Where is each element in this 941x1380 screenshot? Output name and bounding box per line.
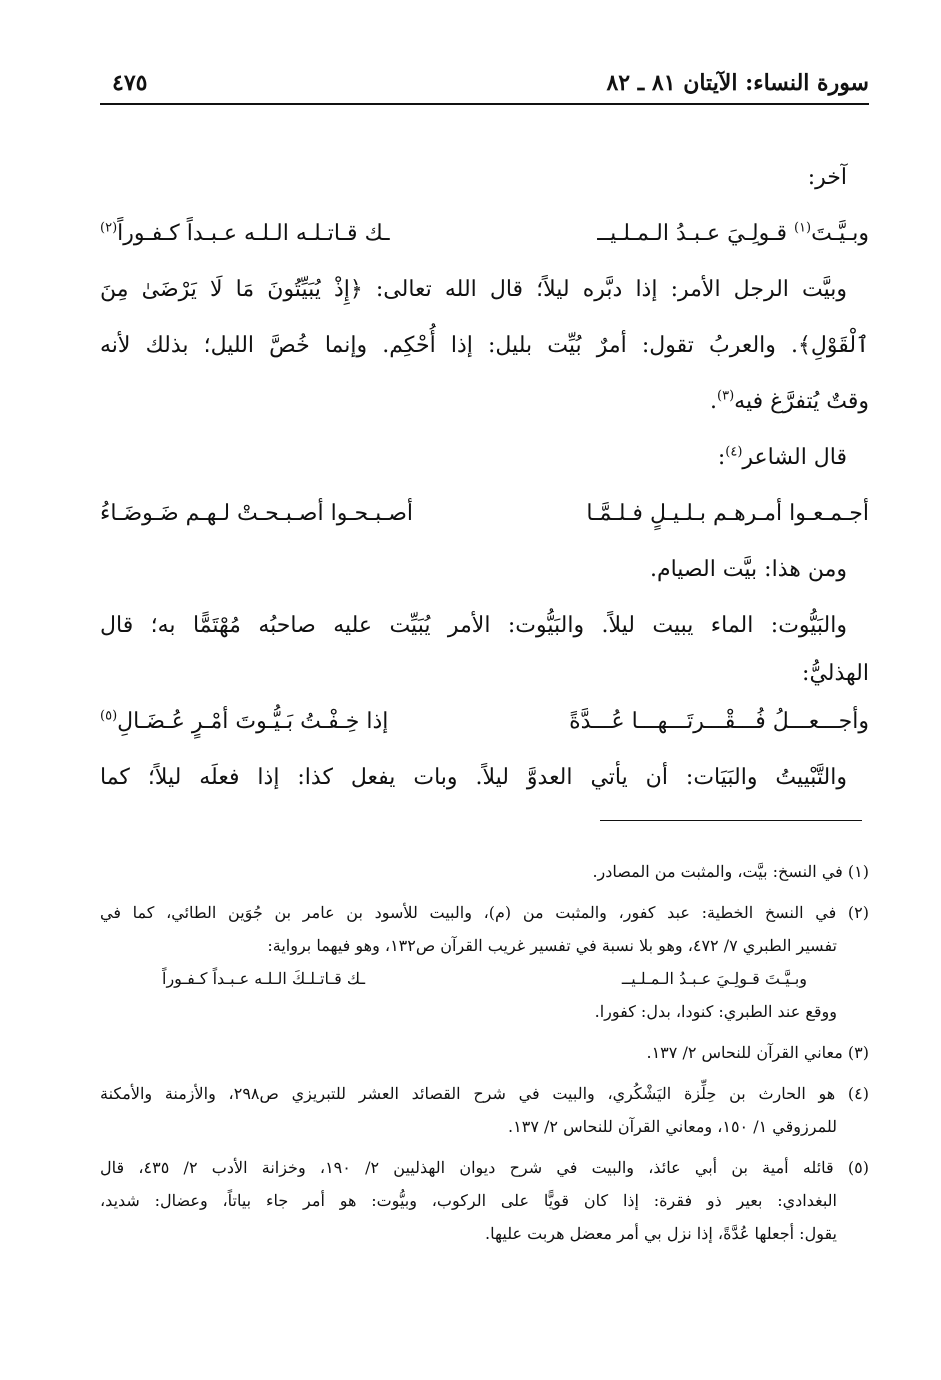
text-line: [100, 598, 869, 654]
text-span: ومن هذا: بيَّت الصيام.: [649, 557, 847, 582]
main-text: [100, 150, 869, 806]
page-header: [100, 68, 869, 100]
verse-text: قـولِـيَ عـبـدُ الـمـلـيــ: [597, 221, 794, 246]
footnote: [100, 1151, 869, 1184]
footnote-text: (٥) قائله أمية بن أبي عائذ، والبيت في شرح ديوان الهذليين ٢/ ١٩٠، وخزانة الأدب ٢/ ٤٣٥، قال: [100, 1158, 869, 1177]
page-number: ٤٧٥: [112, 70, 148, 96]
footnote-ref: (٤): [725, 444, 743, 460]
text-line: [100, 430, 869, 486]
footnote-continuation: [100, 929, 869, 962]
footnote-text: (٣) معاني القرآن للنحاس ٢/ ١٣٧.: [646, 1043, 869, 1062]
running-title: سورة النساء: الآيتان ٨١ ـ ٨٢: [606, 70, 869, 96]
text-span: قال الشاعر: [742, 445, 847, 470]
verse-text: وبـيَّـتَ: [811, 221, 869, 246]
verse-first-hemistich: وبـيَّـتَ قـولِـيَ عـبـدُ الـمـلـيــ: [621, 969, 807, 988]
footnote-text: يقول: أجعلها عُدَّةً، إذا نزل بي أمر معضل هربت عليها.: [485, 1224, 837, 1243]
footnote-continuation: [100, 1110, 869, 1143]
text-span: وقتٌ يُتفرَّغ فيه: [734, 389, 869, 414]
verse-line: [100, 486, 869, 542]
text-line: [100, 262, 869, 318]
text-span: :: [717, 445, 726, 470]
text-line: [100, 542, 869, 598]
verse-text: ـك قـاتـلـه الـلـه عـبـداً كـفـوراً: [117, 221, 390, 246]
verse-second-hemistich: [100, 206, 390, 262]
footnote-text: تفسير الطبري ٧/ ٤٧٢، وهو بلا نسبة في تفسير غريب القرآن ص١٣٢، وهو فيهما برواية:: [267, 936, 837, 955]
verse-second-hemistich: ـك قـاتـلـكَ الـلـه عـبـداً كـفـوراً: [162, 969, 366, 988]
verse-second-hemistich: أصـبـحـوا أصـبـحـتْ لـهـم ضَـوضَـاءُ: [100, 501, 414, 526]
verse-line: [100, 206, 869, 262]
text-span: وبيَّت الرجل الأمر: إذا دبَّره ليلاً؛ قال الله تعالى: ﴿إِذْ يُبَيِّتُونَ مَا لَا يَرْضَىٰ مِنَ: [100, 277, 847, 302]
footnote-ref: (٣): [717, 388, 735, 404]
footnote: [100, 1036, 869, 1069]
footnote-ref: (٥): [100, 708, 118, 724]
footnote-text: (١) في النسخ: بيَّت، والمثبت من المصادر.: [592, 862, 869, 881]
verse-first-hemistich: أجـمـعـوا أمـرهـم بـلـيـلٍ فـلـمَّـا: [586, 501, 869, 526]
header-rule: [100, 103, 869, 105]
footnote-ref: (٢): [100, 220, 118, 236]
verse-first-hemistich: [597, 206, 869, 262]
verse-first-hemistich: وأجـــعـــلُ فُـــقْـــرتَـــهـــا عُـــدَّةً: [569, 709, 869, 734]
text-span: .: [710, 389, 718, 414]
footnote: [100, 1077, 869, 1110]
text-span: والبَيُّوت: الماء يبيت ليلاً. والبَيُّوت: الأمر يُبَيِّت عليه صاحبُه مُهْتَمًّا به؛ قال: [100, 613, 847, 638]
text-span: ٱلْقَوْلِ﴾. والعربُ تقول: أمرٌ بُيِّت بليل: إذا أُحْكِم. وإنما خُصَّ الليل؛ بذلك لأنه: [100, 333, 869, 358]
text-line: [100, 318, 869, 374]
footnotes: [100, 855, 869, 1250]
verse-second-hemistich: [100, 694, 388, 750]
text-line: [100, 654, 869, 694]
footnote: [100, 855, 869, 888]
footnote-text: (٤) هو الحارث بن حِلِّزة اليَشْكُري، والبيت في شرح القصائد العشر للتبريزي ص٢٩٨، والأزمنة والأمكنة: [100, 1084, 869, 1103]
footnote-text: (٢) في النسخ الخطية: عبد كفور، والمثبت من (م)، والبيت للأسود بن عامر بن جُوَين الطائي، كما في: [100, 903, 870, 922]
verse-line: [100, 694, 869, 750]
footnote-text: البغدادي: بعير ذو فقرة: إذا كان قويًّا على الركوب، وبيُّوت: هو أمر جاء بياتاً، وعضال: شديد،: [100, 1191, 837, 1210]
text-line: [100, 374, 869, 430]
text-span: الهذليُّ:: [802, 661, 869, 686]
footnote-separator: [600, 820, 862, 821]
footnote-continuation: [100, 995, 869, 1028]
verse-text: إذا خِـفْـتُ بَـيُّـوتَ أمْـرٍ عُـضَـالِ: [117, 709, 389, 734]
text-span: آخر:: [807, 165, 847, 190]
footnote-continuation: [100, 1184, 869, 1217]
footnote-text: للمرزوقي ١/ ١٥٠، ومعاني القرآن للنحاس ٢/ ١٣٧.: [508, 1117, 837, 1136]
text-line: [100, 150, 869, 206]
footnote-verse: [100, 962, 869, 995]
text-span: والتَّبْييتُ والبَيَات: أن يأتي العدوَّ ليلاً. وبات يفعل كذا: إذا فعلَه ليلاً؛ كما: [100, 765, 847, 790]
footnote: [100, 896, 869, 929]
footnote-continuation: [100, 1217, 869, 1250]
footnote-text: ووقع عند الطبري: كنودا، بدل: كفورا.: [594, 1002, 837, 1021]
text-line: [100, 750, 869, 806]
footnote-ref: (١): [793, 220, 812, 236]
